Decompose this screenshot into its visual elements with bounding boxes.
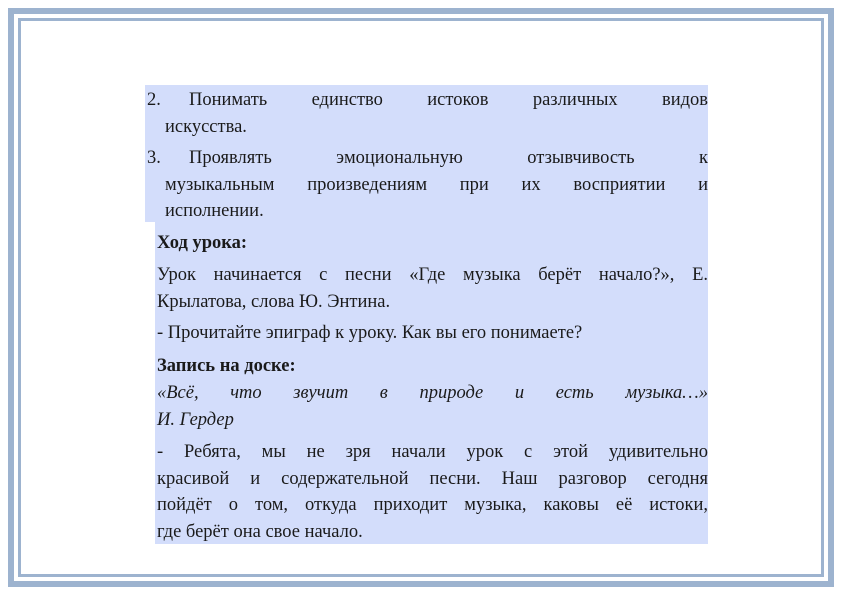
goal-text-line: Проявлять эмоциональную отзывчивость к: [189, 148, 708, 168]
goal-text-line: музыкальным произведениям при их восприятии и: [165, 174, 708, 195]
goals-list: [145, 85, 708, 222]
epigraph: [157, 380, 708, 433]
goal-text-line: исполнении.: [165, 201, 264, 221]
goal-text-line: искусства.: [165, 116, 247, 137]
lesson-question: [157, 320, 708, 347]
lesson-section: [155, 222, 708, 544]
speech-line: пойдёт о том, откуда приходит музыка, каковы её истоки,: [157, 495, 708, 515]
epigraph-author: И. Гердер: [157, 409, 234, 430]
lesson-intro-line: Крылатова, слова Ю. Энтина.: [157, 291, 391, 312]
goal-number: 3.: [147, 148, 161, 168]
lesson-heading-text: Ход урока:: [157, 233, 248, 253]
epigraph-quote: «Всё, что звучит в природе и есть музыка…»: [157, 383, 708, 403]
speech-line: красивой и содержательной песни. Наш разговор сегодня: [157, 468, 708, 489]
goal-number: 2.: [147, 90, 161, 110]
board-heading-text: Запись на доске:: [157, 356, 296, 376]
teacher-speech: [157, 439, 708, 545]
goal-text-line: Понимать единство истоков различных видов: [189, 90, 708, 110]
lesson-question-text: - Прочитайте эпиграф к уроку. Как вы его понимаете?: [157, 323, 583, 343]
goal-item-3: [145, 145, 708, 225]
lesson-intro-line: Урок начинается с песни «Где музыка берёт начало?», Е.: [157, 265, 708, 285]
lesson-heading: [157, 230, 708, 257]
board-heading: [157, 353, 708, 380]
goal-item-2: [145, 87, 708, 140]
speech-line: где берёт она свое начало.: [157, 521, 363, 542]
lesson-intro: [157, 262, 708, 315]
speech-line: - Ребята, мы не зря начали урок с этой удивительно: [157, 442, 708, 462]
